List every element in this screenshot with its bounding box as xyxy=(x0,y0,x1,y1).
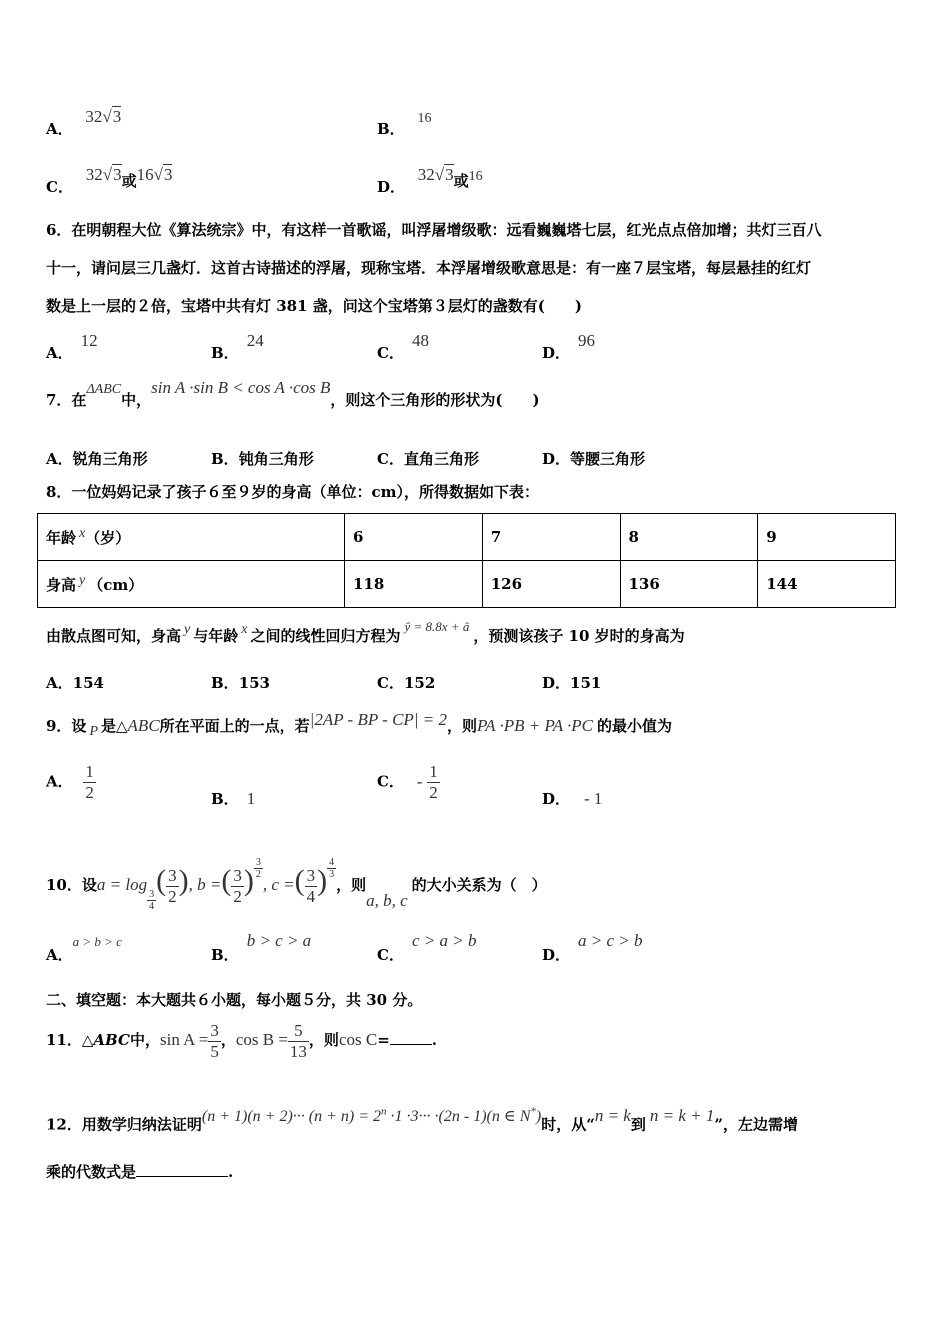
option-value: 32√3 xyxy=(85,165,122,184)
q8-option-c[interactable]: C．152 xyxy=(377,674,436,692)
option-label: D． xyxy=(377,178,406,196)
table-cell: 8 xyxy=(620,514,758,561)
q8-stem: 8．一位妈妈记录了孩子６至９岁的身高（单位：cm），所得数据如下表： xyxy=(46,483,539,501)
q7-option-b[interactable]: B．钝角三角形 xyxy=(211,450,314,468)
table-cell: 年龄 x（岁） xyxy=(38,514,345,561)
q8-follow: 由散点图可知，身高 y 与年龄 x 之间的线性回归方程为ŷ = 8.8x + â，预测该孩子 10 岁时的身高为 xyxy=(46,619,685,645)
q6-option-d[interactable]: D．96 xyxy=(542,331,596,362)
option-label: A． xyxy=(46,120,73,138)
table-cell: 9 xyxy=(758,514,896,561)
answer-blank[interactable] xyxy=(136,1176,228,1177)
q8-option-b[interactable]: B．153 xyxy=(211,674,270,692)
q6-line-2: 十一，请问层三几盏灯．这首古诗描述的浮屠，现称宝塔．本浮屠增级歌意思是：有一座７层宝塔，每层悬挂的红灯 xyxy=(46,259,812,277)
q9-option-c[interactable]: C． - $\frac{1}{2}$ xyxy=(377,762,438,802)
table-cell: 身高 y （cm） xyxy=(38,561,345,608)
q12-line-2: 乘的代数式是 . xyxy=(46,1163,234,1181)
q8-option-a[interactable]: A．154 xyxy=(46,674,104,692)
table-row xyxy=(38,561,896,608)
q5-option-a[interactable] xyxy=(46,106,122,138)
table-cell: 118 xyxy=(345,561,483,608)
q6-option-c[interactable]: C．48 xyxy=(377,331,429,362)
q9-option-b[interactable]: B． 1 xyxy=(211,789,256,808)
q12-stem: 12．用数学归纳法证明$(n + 1)(n + 2)\cdot\cdot\cdot (n + n) = 2^n \cdot 1 \cdot 3\cdot\cdot\cdot \cdot(2n - 1)(n$ ∈ N*)时，从“n = k到 n = k + 1”，左边需增 xyxy=(46,1106,799,1134)
table-cell: 6 xyxy=(345,514,483,561)
option-value: 16 xyxy=(417,111,432,126)
answer-blank[interactable] xyxy=(390,1044,432,1045)
q10-option-c[interactable]: C．c > a > b xyxy=(377,931,477,964)
q8-option-d[interactable]: D．151 xyxy=(542,674,602,692)
q7-option-a[interactable]: A．锐角三角形 xyxy=(46,450,148,468)
option-value: 32√3 xyxy=(85,107,122,126)
data-table xyxy=(37,513,896,608)
table-row xyxy=(38,514,896,561)
q6-option-b[interactable]: B．24 xyxy=(211,331,264,362)
q9-option-a[interactable]: A． $\frac{1}{2}$ xyxy=(46,762,94,802)
q7-option-c[interactable]: C．直角三角形 xyxy=(377,450,479,468)
q7-stem: 7．在ΔABC中，sin A ·sin B < cos A ·cos B，则这个三角形的形状为( ) xyxy=(46,378,540,409)
q10-option-b[interactable]: B．b > c > a xyxy=(211,931,312,964)
q5-option-b[interactable] xyxy=(377,106,432,138)
q10-option-a[interactable]: A．a > b > c xyxy=(46,934,122,964)
table-cell: 7 xyxy=(482,514,620,561)
q10-option-d[interactable]: D．a > c > b xyxy=(542,931,643,964)
q7-option-d[interactable]: D．等腰三角形 xyxy=(542,450,646,468)
q9-stem: 9．设 P 是△ABC所在平面上的一点，若|2AP - BP - CP| = 2，则PA ·PB + PA ·PC 的最小值为 xyxy=(46,710,673,739)
q11-stem: 11．△ABC中，sin A = $\frac{3}{5}$ ，cos B = $\frac{5}{13}$ ，则cos C= . xyxy=(46,1020,437,1061)
option-label: C． xyxy=(46,178,73,196)
q5-option-c[interactable]: C． 32√3或16√3 xyxy=(46,165,173,196)
table-cell: 126 xyxy=(482,561,620,608)
q6-option-a[interactable]: A．12 xyxy=(46,331,98,362)
option-label: B． xyxy=(377,120,405,138)
section-heading: 二、填空题：本大题共６小题，每小题５分，共 30 分。 xyxy=(46,991,423,1009)
table-cell: 136 xyxy=(620,561,758,608)
table-cell: 144 xyxy=(758,561,896,608)
q10-stem: 10．设a = log $\frac{3}{4}$ ( $\frac{3}{2}$ ), b =( $\frac{3}{2}$ ) $\frac{3}{2}$ , c =( $\frac{3}{4}$ ) $\frac{4}{3}$ ，则a, b, c的大小关系为（ ） xyxy=(46,856,547,912)
option-value: 32√3 xyxy=(417,165,454,184)
q9-option-d[interactable]: D． - 1 xyxy=(542,789,603,808)
q5-option-d[interactable]: D． 32√3或16 xyxy=(377,165,483,196)
q6-line-1: 6．在明朝程大位《算法统宗》中，有这样一首歌谣，叫浮屠增级歌：远看巍巍塔七层，红光点点倍加增；共灯三百八 xyxy=(46,221,822,239)
q6-line-3: 数是上一层的２倍，宝塔中共有灯 381 盏，问这个宝塔第３层灯的盏数有( ) xyxy=(46,297,582,315)
